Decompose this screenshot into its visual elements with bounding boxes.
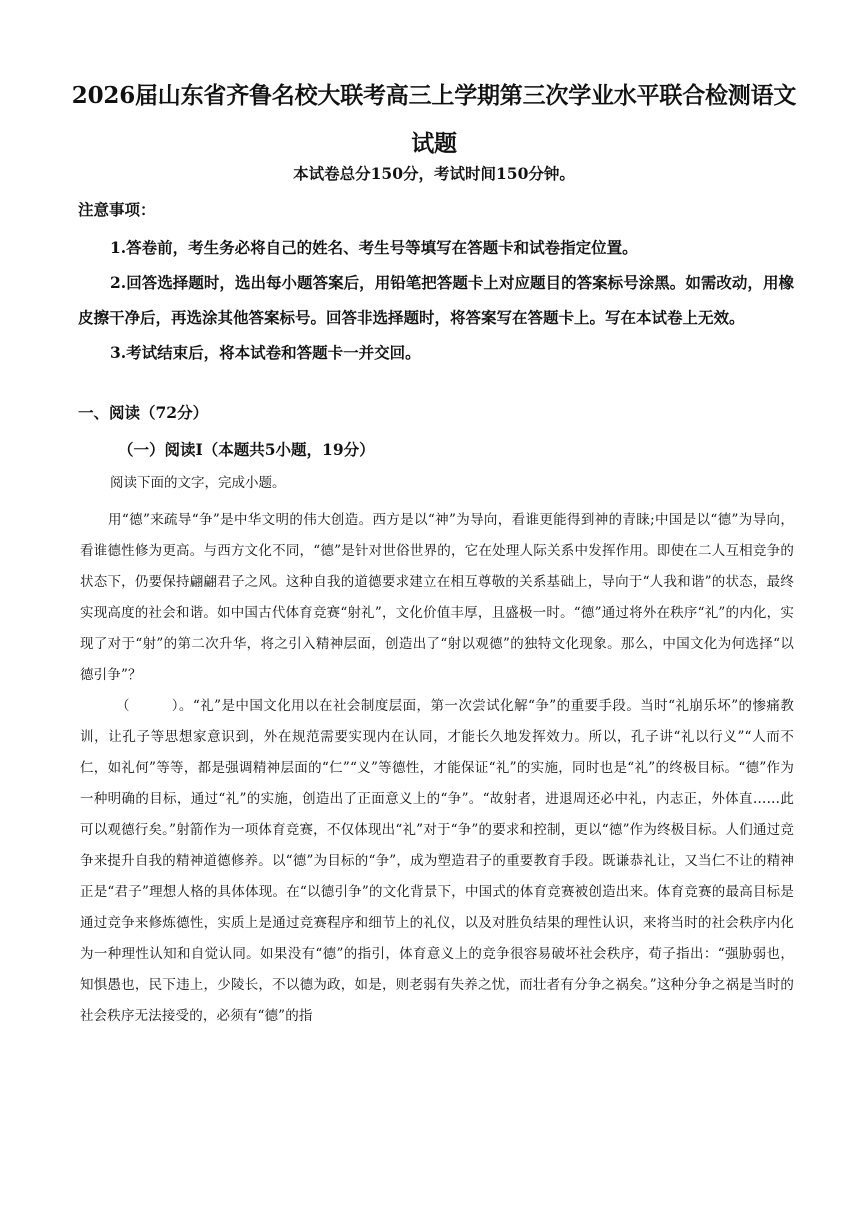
passage-paragraph: （ ）。“礼”是中国文化用以在社会制度层面，第一次尝试化解“争”的重要手段。当时“礼崩乐坏”的惨痛教训，让孔子等思想家意识到，外在规范需要实现内在认同，才能长久地发挥效力。所以，孔子讲“礼以行义”“人而不仁，如礼何”等等，都是强调精神层面的“仁”“义”等德性，才能保证“礼”的实施，同时也是“礼”的终极目标。“德”作为一种明确的目标，通过“礼”的实施，创造出了正面意义上的“争”。“故射者，进退周还必中礼，内志正，外体直……此可以观德行矣。”射箭作为一项体育竞赛，不仅体现出“礼”对于“争”的要求和控制，更以“德”作为终极目标。人们通过竞争来提升自我的精神道德修养。以“德”为目标的“争”，成为塑造君子的重要教育手段。既谦恭礼让，又当仁不让的精神正是“君子”理想人格的具体体现。在“以德引争”的文化背景下，中国式的体育竞赛被创造出来。体育竞赛的最高目标是通过竞争来修炼德性，实质上是通过竞赛程序和细节上的礼仪，以及对胜负结果的理性认识，来将当时的社会秩序内化为一种理性认知和自觉认同。如果没有“德”的指引，体育意义上的竞争很容易破坏社会秩序，荀子指出：“强胁弱也，知惧愚也，民下违上，少陵长，不以德为政，如是，则老弱有失养之忧，而壮者有分争之祸矣。”这种分争之祸是当时的社会秩序无法接受的，必须有“德”的指 (80, 698, 794, 1024)
page-title: 2026届山东省齐鲁名校大联考高三上学期第三次学业水平联合检测语文试题 (71, 82, 797, 157)
subsection-heading: （一）阅读Ⅰ（本题共5小题，19分） (118, 440, 375, 459)
reading-instruction: 阅读下面的文字，完成小题。 (110, 475, 286, 491)
notice-list (78, 230, 794, 370)
reading-passage (80, 505, 794, 1032)
notice-heading: 注意事项： (78, 200, 156, 219)
section-heading: 一、阅读（72分） (78, 403, 209, 422)
notice-item: 2.回答选择题时，选出每小题答案后，用铅笔把答题卡上对应题目的答案标号涂黑。如需改动，用橡皮擦干净后，再选涂其他答案标号。回答非选择题时，将答案写在答题卡上。写在本试卷上无效。 (78, 273, 794, 327)
notice-item: 3.考试结束后，将本试卷和答题卡一并交回。 (110, 343, 421, 362)
exam-info: 本试卷总分150分，考试时间150分钟。 (293, 164, 575, 183)
passage-paragraph: 用“德”来疏导“争”是中华文明的伟大创造。西方是以“神”为导向，看谁更能得到神的青睐;中国是以“德”为导向，看谁德性修为更高。与西方文化不同，“德”是针对世俗世界的，它在处理人际关系中发挥作用。即使在二人互相竞争的状态下，仍要保持翩翩君子之风。这种自我的道德要求建立在相互尊敬的关系基础上，导向于“人我和谐”的状态，最终实现高度的社会和谐。如中国古代体育竞赛“射礼”，文化价值丰厚，且盛极一时。“德”通过将外在秩序“礼”的内化，实现了对于“射”的第二次升华，将之引入精神层面，创造出了“射以观德”的独特文化现象。那么，中国文化为何选择“以德引争”？ (80, 512, 794, 683)
notice-item: 1.答卷前，考生务必将自己的姓名、考生号等填写在答题卡和试卷指定位置。 (110, 238, 638, 257)
